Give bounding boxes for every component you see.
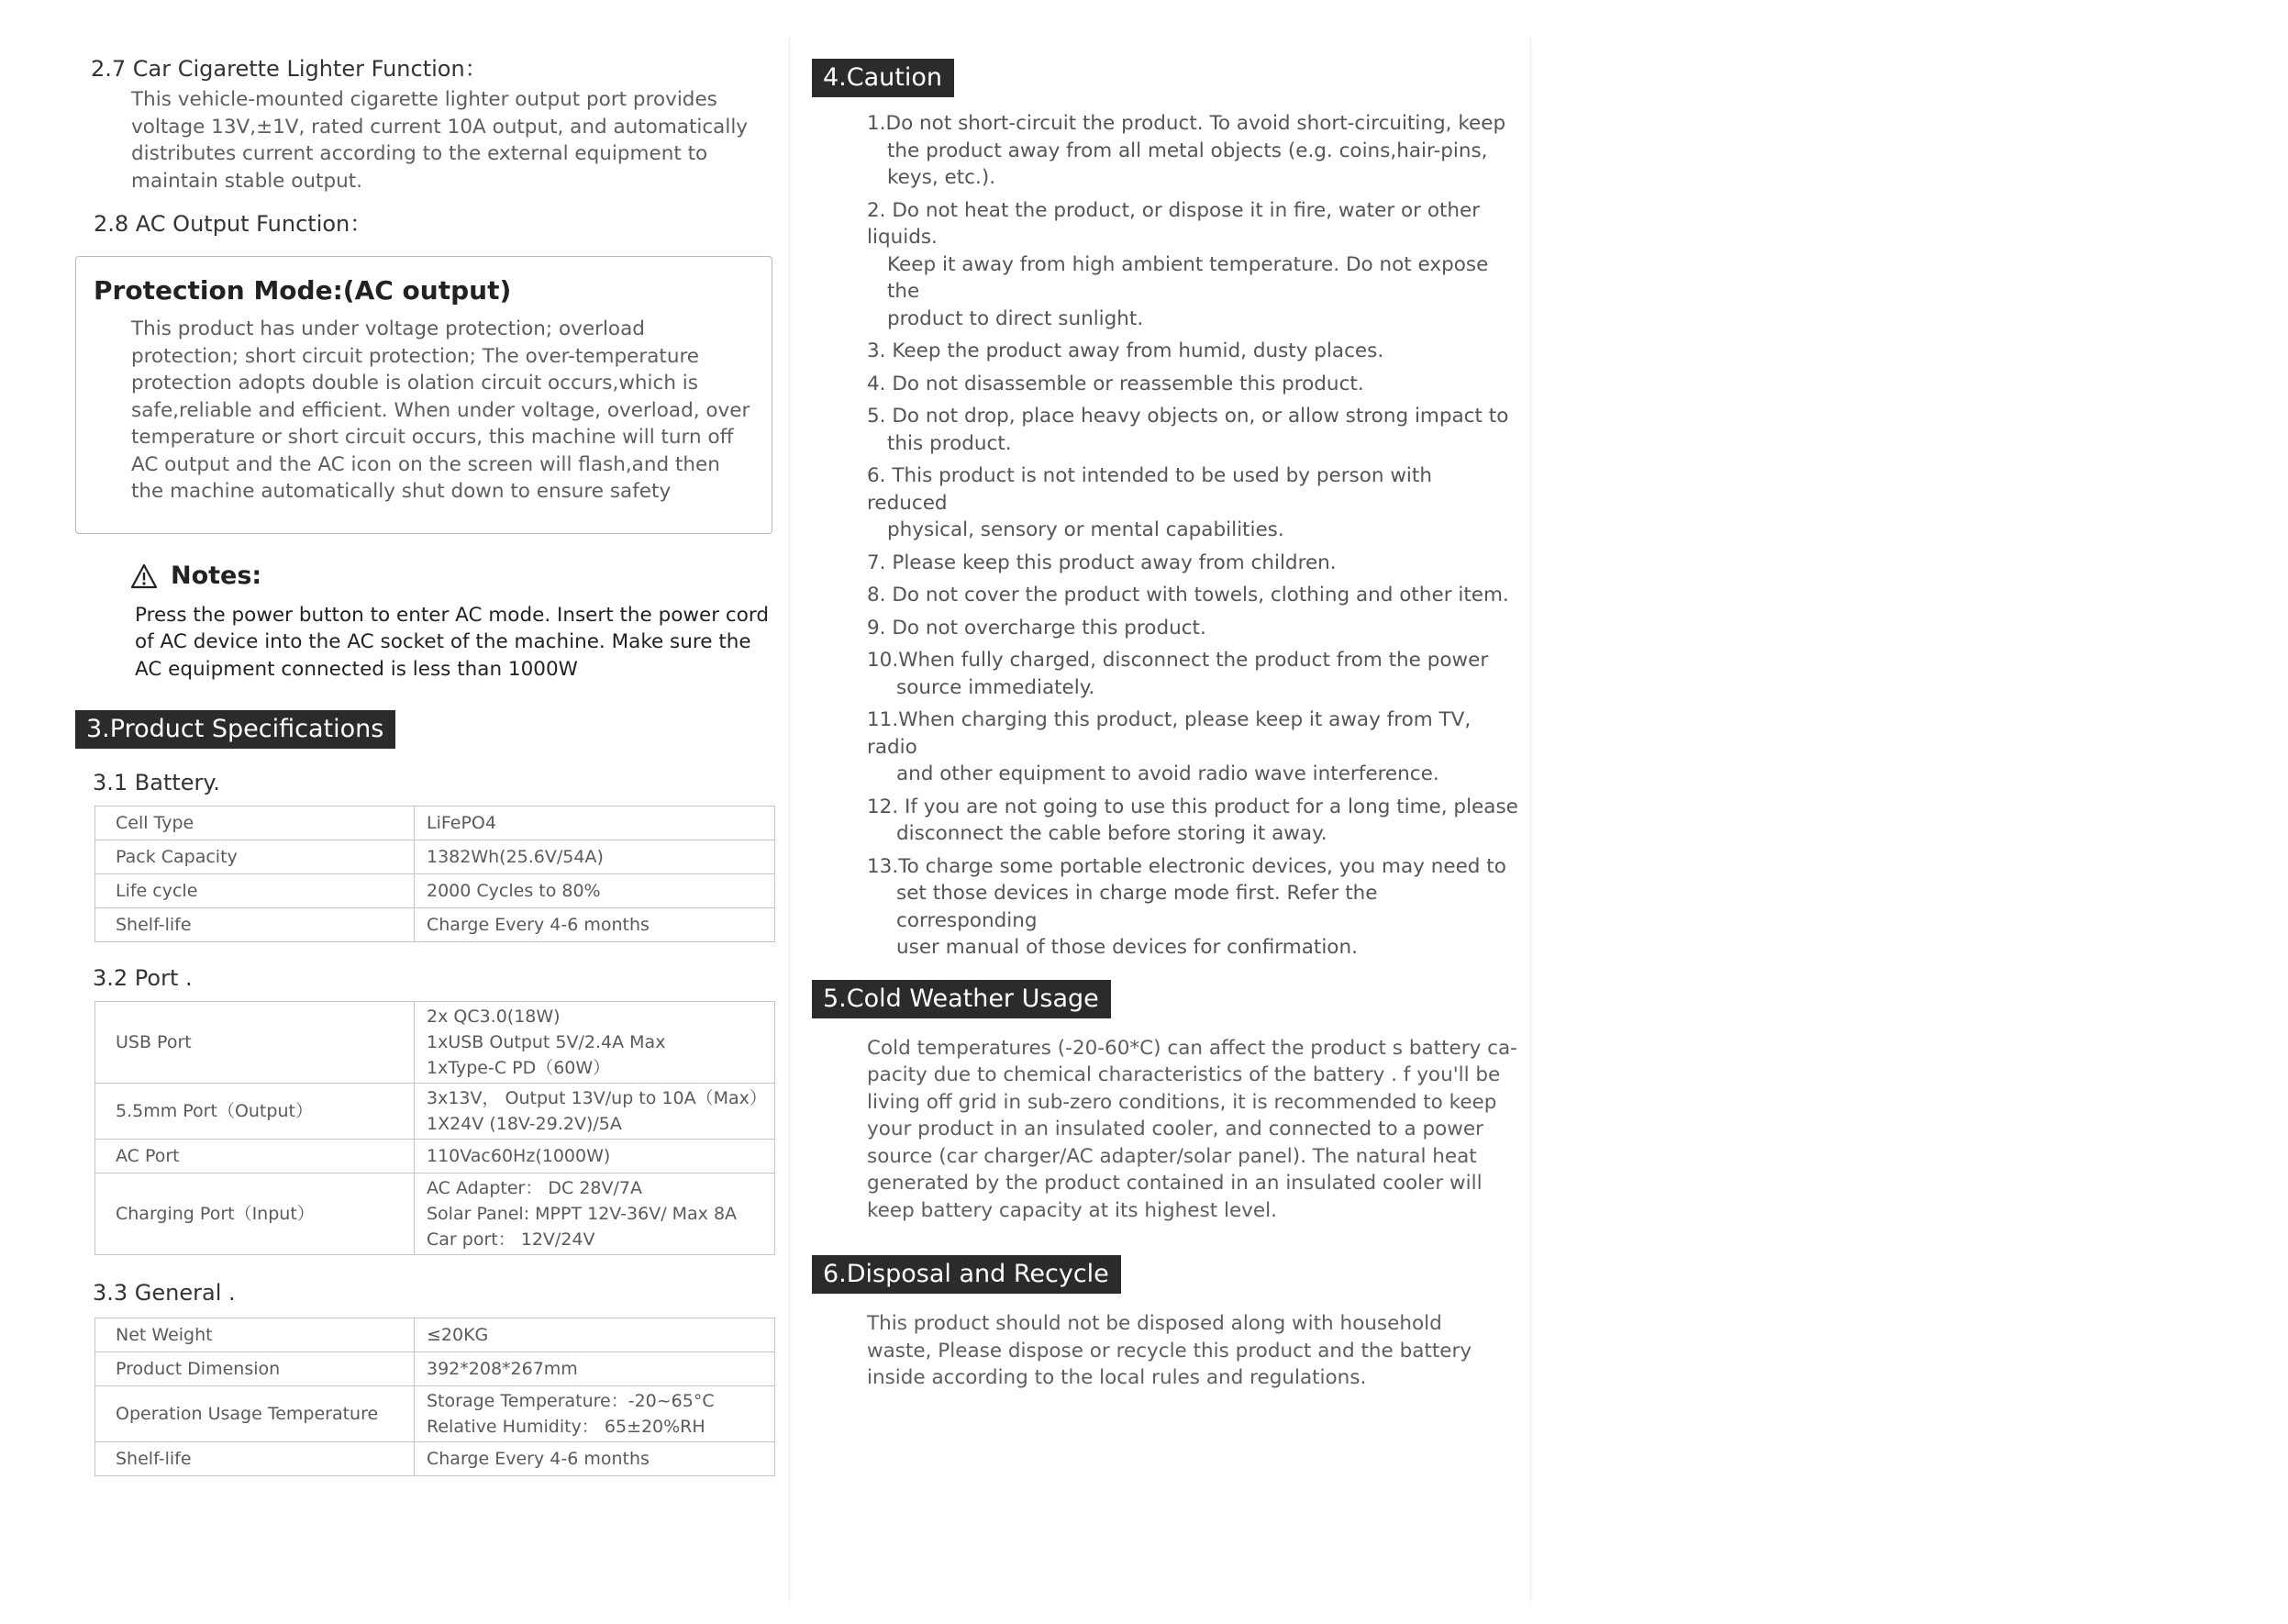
protection-mode-title: Protection Mode:(AC output) [94, 275, 512, 306]
caution-item-text: This product is not intended to be used by person with reduced [867, 464, 1432, 515]
spec-value [415, 1084, 775, 1140]
spec-value-line: 1xUSB Output 5V/2.4A Max [427, 1032, 666, 1052]
caution-item-continuation: the product away from all metal objects (e.g. coins,hair-pins, [887, 139, 1488, 162]
spec-key: Cell Type [95, 806, 415, 840]
right-column [812, 59, 1518, 1392]
disposal-text: This product should not be disposed along with household waste, Please dispose or recycle this product and the battery inside according to the local rules and regulations. [867, 1312, 1472, 1389]
caution-item-number: 3. [867, 339, 893, 362]
spec-value-line: Storage Temperature：-20~65°C [427, 1391, 715, 1411]
spec-row [95, 1352, 775, 1386]
caution-item-text: When fully charged, disconnect the product from the power [898, 649, 1489, 672]
spec-row [95, 1174, 775, 1255]
spec-value-line: 392*208*267mm [427, 1359, 578, 1379]
spec-value [415, 1002, 775, 1084]
caution-item [867, 197, 1518, 333]
spec-row [95, 908, 775, 942]
spec-value-line: 3x13V， Output 13V/up to 10A（Max） [427, 1088, 767, 1108]
caution-list [812, 110, 1518, 962]
caution-item-number: 13. [867, 854, 899, 878]
caution-item-text: Please keep this product away from children. [892, 551, 1337, 574]
spec-value [415, 874, 775, 908]
caution-item-number: 7. [867, 551, 893, 574]
caution-item-continuation: source immediately. [896, 675, 1095, 699]
spec-value-line: 110Vac60Hz(1000W) [427, 1146, 611, 1166]
spec-key: AC Port [95, 1140, 415, 1174]
spec-key: 5.5mm Port（Output） [95, 1084, 415, 1140]
spec-key: Charging Port（Input） [95, 1174, 415, 1255]
spec-value [415, 1386, 775, 1442]
spec-value-line: Relative Humidity： 65±20%RH [427, 1417, 705, 1437]
spec-value-line: 2000 Cycles to 80% [427, 881, 601, 901]
spec-value-line: 1X24V (18V-29.2V)/5A [427, 1114, 622, 1134]
caution-item-continuation: disconnect the cable before storing it away. [896, 822, 1327, 845]
spec-row [95, 1442, 775, 1476]
caution-item [867, 794, 1518, 848]
caution-item-number: 10. [867, 649, 899, 672]
spec-value [415, 908, 775, 942]
caution-item-continuation: user manual of those devices for confirmation. [896, 936, 1358, 959]
cold-weather-banner: 5.Cold Weather Usage [812, 980, 1111, 1018]
caution-item-text: Do not disassemble or reassemble this product. [892, 372, 1364, 395]
spec-value [415, 1442, 775, 1476]
caution-item-text: Do not short-circuit the product. To avoid short-circuiting, keep [885, 112, 1506, 135]
caution-item-number: 4. [867, 372, 893, 395]
left-column [75, 53, 772, 1476]
caution-item-text: To charge some portable electronic devices, you may need to [898, 854, 1506, 878]
spec-value [415, 1318, 775, 1352]
battery-table [94, 806, 775, 942]
caution-item [867, 110, 1518, 192]
spec-row [95, 840, 775, 874]
spec-value-line: LiFePO4 [427, 813, 496, 833]
spec-key: Life cycle [95, 874, 415, 908]
spec-value-line: Charge Every 4-6 months [427, 1449, 650, 1469]
warning-icon [130, 562, 158, 590]
spec-value [415, 840, 775, 874]
caution-item-number: 2. [867, 198, 893, 222]
spec-value [415, 1174, 775, 1255]
caution-item-continuation: set those devices in charge mode first. Refer the corresponding [896, 882, 1378, 932]
spec-value [415, 806, 775, 840]
spec-key: Product Dimension [95, 1352, 415, 1386]
spec-value-line: 1xType-C PD（60W） [427, 1058, 611, 1078]
notes-title: Notes: [171, 561, 262, 590]
caution-item-continuation: this product. [887, 431, 1012, 455]
caution-item [867, 706, 1518, 788]
spec-row [95, 806, 775, 840]
caution-item [867, 615, 1518, 642]
caution-item [867, 550, 1518, 577]
caution-item-continuation: physical, sensory or mental capabilities. [887, 518, 1284, 541]
spec-row [95, 1084, 775, 1140]
caution-item [867, 371, 1518, 398]
spec-row [95, 1386, 775, 1442]
spec-key: USB Port [95, 1002, 415, 1084]
battery-heading: 3.1 Battery. [93, 770, 220, 795]
spec-value-line: AC Adapter： DC 28V/7A [427, 1178, 642, 1198]
port-table [94, 1001, 775, 1255]
notes-text: Press the power button to enter AC mode. Insert the power cord of AC device into the AC socket of the machine. Make sure the AC equipment connected is less than 1000W [135, 603, 769, 681]
disposal-banner: 6.Disposal and Recycle [812, 1255, 1121, 1294]
caution-item-number: 9. [867, 616, 893, 640]
spec-value-line: Charge Every 4-6 months [427, 915, 650, 935]
spec-value-line: ≤20KG [427, 1325, 489, 1345]
caution-item-text: Do not drop, place heavy objects on, or allow strong impact to [892, 405, 1509, 428]
spec-value-line: 1382Wh(25.6V/54A) [427, 847, 604, 867]
caution-item-continuation: Keep it away from high ambient temperature. Do not expose the [887, 252, 1489, 303]
port-heading: 3.2 Port . [93, 965, 193, 991]
spec-value-line: Car port： 12V/24V [427, 1229, 595, 1250]
spec-value-line: Solar Panel: MPPT 12V-36V/ Max 8A [427, 1204, 738, 1224]
cold-weather-text: Cold temperatures (-20-60*C) can affect the product s battery ca-pacity due to chemical characteristics of the battery . f you'll be living off grid in sub-zero conditions, it is recommended to keep your product in an insulated cooler, and connected to a power source (car charger/AC adapter/solar panel). The natural heat generated by the product contained in an insulated cooler will keep battery capacity at its highest level. [867, 1036, 1517, 1222]
caution-item-continuation: and other equipment to avoid radio wave interference. [896, 762, 1439, 785]
spec-value [415, 1352, 775, 1386]
car-lighter-text: This vehicle-mounted cigarette lighter output port provides voltage 13V,±1V, rated current 10A output, and automatically distributes current according to the external equipment to maintain stable output. [131, 88, 749, 193]
page-edge-divider [1530, 37, 1531, 1606]
spec-row [95, 874, 775, 908]
caution-item-text: Do not heat the product, or dispose it in fire, water or other liquids. [867, 198, 1481, 249]
spec-row [95, 1140, 775, 1174]
caution-item-number: 6. [867, 464, 893, 487]
ac-output-heading: 2.8 AC Output Function： [94, 211, 372, 237]
spec-key: Shelf-life [95, 1442, 415, 1476]
caution-item [867, 647, 1518, 701]
spec-key: Shelf-life [95, 908, 415, 942]
spec-value [415, 1140, 775, 1174]
caution-item-number: 12. [867, 795, 905, 818]
caution-item [867, 582, 1518, 609]
caution-item-text: If you are not going to use this product for a long time, please [905, 795, 1518, 818]
protection-mode-text: This product has under voltage protection; overload protection; short circuit protection; The over-temperature protection adopts double is olation circuit occurs,which is safe,reliable and efficient. When under voltage, overload, over temperature or short circuit occurs, this machine will turn off AC output and the AC icon on the screen will flash,and then the machine automatically shut down to ensure safety [131, 317, 750, 503]
protection-mode-box [75, 256, 772, 534]
notes-heading [75, 558, 772, 595]
specs-banner: 3.Product Specifications [75, 710, 395, 749]
general-heading: 3.3 General . [93, 1280, 236, 1306]
caution-item-number: 1. [867, 112, 886, 135]
spec-row [95, 1318, 775, 1352]
caution-item-number: 5. [867, 405, 893, 428]
spec-key: Operation Usage Temperature [95, 1386, 415, 1442]
caution-item-number: 11. [867, 708, 899, 731]
caution-item [867, 462, 1518, 544]
caution-item-text: Keep the product away from humid, dusty places. [892, 339, 1384, 362]
caution-item-continuation: keys, etc.). [887, 166, 996, 189]
notes-section [75, 558, 772, 684]
caution-item [867, 338, 1518, 365]
caution-item-text: When charging this product, please keep it away from TV, radio [867, 708, 1472, 759]
caution-item [867, 403, 1518, 457]
column-divider [789, 37, 790, 1606]
caution-item-number: 8. [867, 584, 893, 606]
caution-item [867, 853, 1518, 962]
caution-item-text: Do not cover the product with towels, clothing and other item. [892, 584, 1509, 606]
general-table [94, 1318, 775, 1476]
spec-row [95, 1002, 775, 1084]
caution-item-continuation: product to direct sunlight. [887, 306, 1144, 330]
car-lighter-heading: 2.7 Car Cigarette Lighter Function： [91, 56, 487, 82]
spec-key: Net Weight [95, 1318, 415, 1352]
caution-item-text: Do not overcharge this product. [892, 616, 1206, 640]
spec-value-line: 2x QC3.0(18W) [427, 1007, 561, 1027]
caution-banner: 4.Caution [812, 59, 954, 97]
spec-key: Pack Capacity [95, 840, 415, 874]
